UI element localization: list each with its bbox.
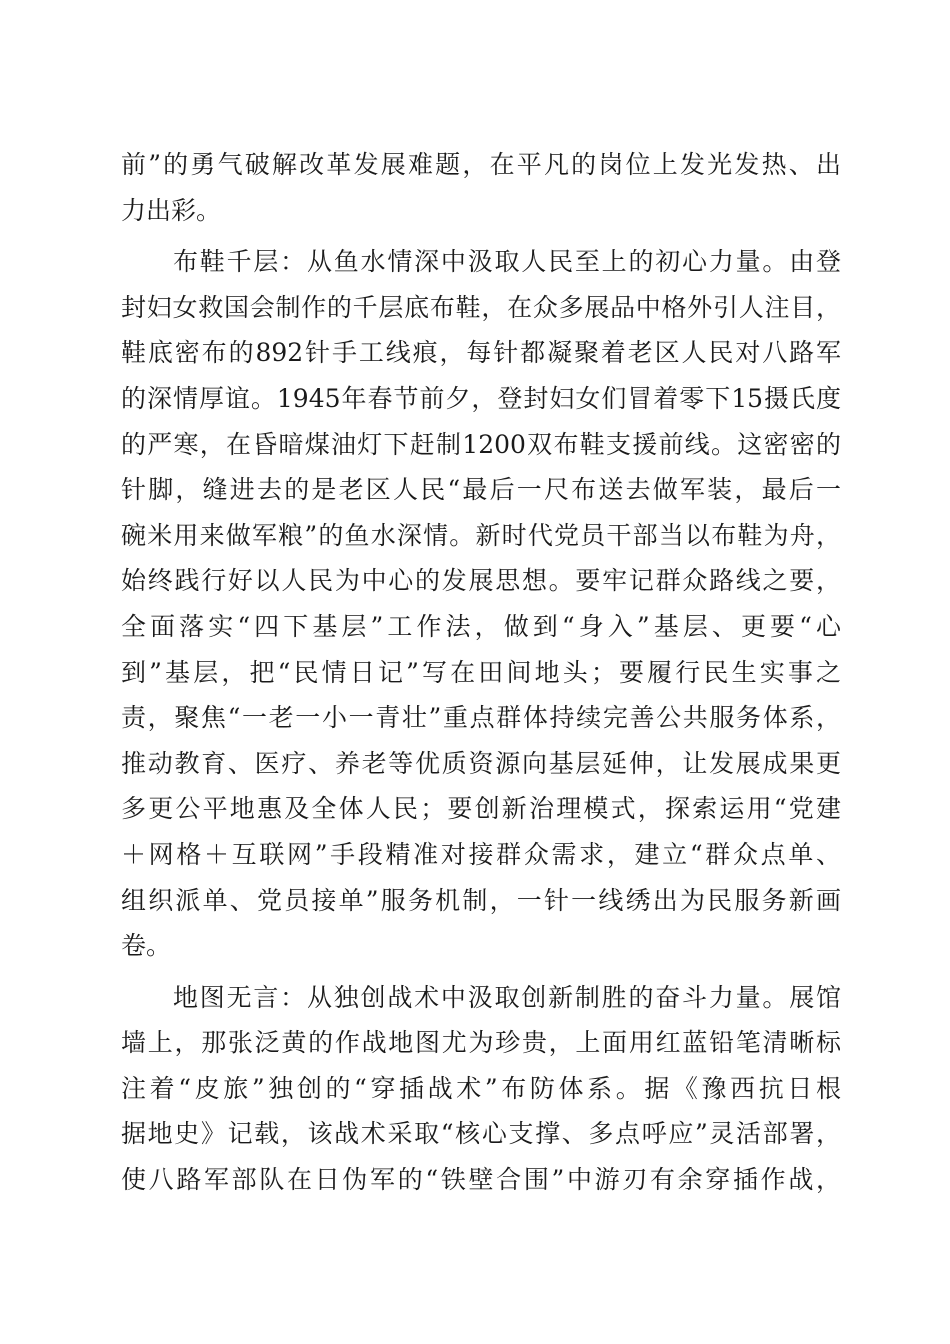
text-line: 责，聚焦“一老一小一青壮”重点群体持续完善公共服务体系， [121, 703, 841, 733]
document-body [121, 142, 841, 1203]
text-line: 全面落实“四下基层”工作法，做到“身入”基层、更要“心 [121, 611, 841, 641]
paragraph-map [121, 975, 841, 1203]
text-line: 的深情厚谊。1945年春节前夕，登封妇女们冒着零下15摄氏度 [121, 383, 841, 413]
text-line: 注着“皮旅”独创的“穿插战术”布防体系。据《豫西抗日根 [121, 1073, 841, 1103]
text-line: 始终践行好以人民为中心的发展思想。要牢记群众路线之要， [121, 566, 841, 596]
paragraph-cloth-shoes [121, 239, 841, 969]
text-line: 封妇女救国会制作的千层底布鞋，在众多展品中格外引人注目， [121, 292, 841, 322]
text-line: 力出彩。 [121, 195, 222, 225]
text-line: 前”的勇气破解改革发展难题，在平凡的岗位上发光发热、出 [121, 150, 841, 179]
text-line: 组织派单、党员接单”服务机制，一针一线绣出为民服务新画 [121, 885, 841, 915]
text-line: 地图无言：从独创战术中汲取创新制胜的奋斗力量。展馆 [173, 982, 841, 1012]
text-line: 布鞋千层：从鱼水情深中汲取人民至上的初心力量。由登 [173, 247, 841, 277]
text-line: 碗米用来做军粮”的鱼水深情。新时代党员干部当以布鞋为舟， [121, 520, 841, 550]
text-line: 使八路军部队在日伪军的“铁壁合围”中游刃有余穿插作战， [121, 1165, 841, 1195]
text-line: ＋网格＋互联网”手段精准对接群众需求，建立“群众点单、 [121, 839, 841, 869]
text-line: 针脚，缝进去的是老区人民“最后一尺布送去做军装，最后一 [121, 475, 841, 505]
text-line: 卷。 [121, 931, 172, 961]
text-line: 墙上，那张泛黄的作战地图尤为珍贵，上面用红蓝铅笔清晰标 [121, 1028, 841, 1058]
paragraph-continuation [121, 142, 841, 233]
text-line: 到”基层，把“民情日记”写在田间地头；要履行民生实事之 [121, 657, 841, 687]
text-line: 多更公平地惠及全体人民；要创新治理模式，探索运用“党建 [121, 794, 841, 824]
text-line: 据地史》记载，该战术采取“核心支撑、多点呼应”灵活部署， [121, 1119, 841, 1149]
text-line: 的严寒，在昏暗煤油灯下赶制1200双布鞋支援前线。这密密的 [121, 429, 841, 459]
text-line: 推动教育、医疗、养老等优质资源向基层延伸，让发展成果更 [121, 748, 841, 778]
text-line: 鞋底密布的892针手工线痕，每针都凝聚着老区人民对八路军 [121, 338, 841, 368]
